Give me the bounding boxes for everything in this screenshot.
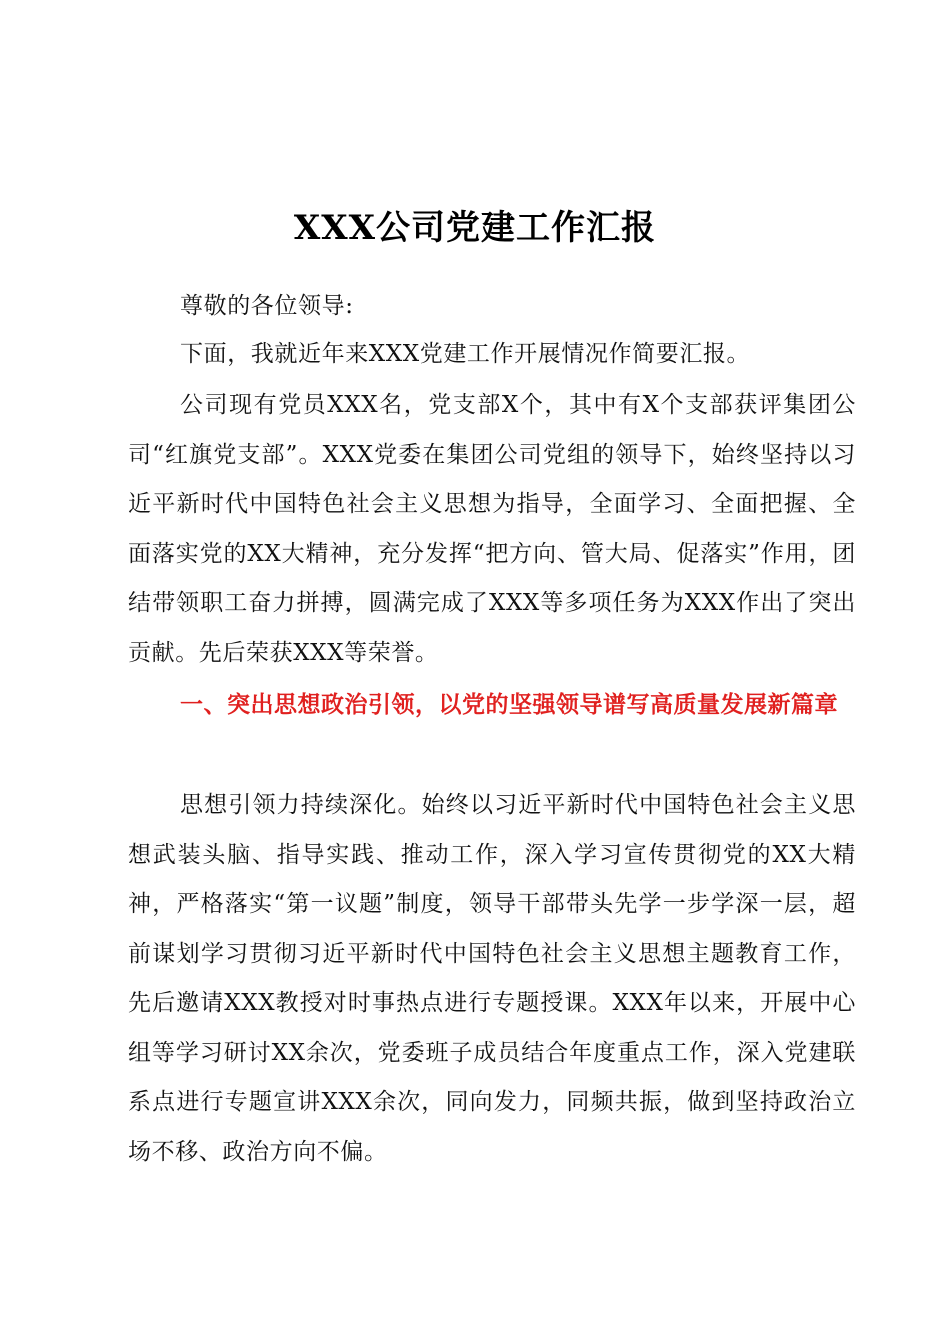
document-title: XXX公司党建工作汇报: [293, 208, 657, 248]
section-1-body: 思想引领力持续深化。始终以习近平新时代中国特色社会主义思想武装头脑、指导实践、推动工作，深入学习宣传贯彻党的XX大精神，严格落实“第一议题”制度，领导干部带头先学一步学深一层，超前谋划学习贯彻习近平新时代中国特色社会主义思想主题教育工作，先后邀请XXX教授对时事热点进行专题授课。XXX年以来，开展中心组等学习研讨XX余次，党委班子成员结合年度重点工作，深入党建联系点进行专题宣讲XXX余次，同向发力，同频共振，做到坚持政治立场不移、政治方向不偏。: [128, 792, 856, 1165]
intro-paragraph: 下面，我就近年来XXX党建工作开展情况作简要汇报。: [180, 341, 751, 367]
overview-paragraph: 公司现有党员XXX名，党支部X个，其中有X个支部获评集团公司“红旗党支部”。XXX党委在集团公司党组的领导下，始终坚持以习近平新时代中国特色社会主义思想为指导，全面学习、全面把握、全面落实党的XX大精神，充分发挥“把方向、管大局、促落实”作用，团结带领职工奋力拼搏，圆满完成了XXX等多项任务为XXX作出了突出贡献。先后荣获XXX等荣誉。: [128, 392, 856, 666]
section-1-heading: 一、突出思想政治引领，以党的坚强领导谱写高质量发展新篇章: [180, 692, 838, 718]
greeting-paragraph: 尊敬的各位领导:: [180, 293, 354, 319]
